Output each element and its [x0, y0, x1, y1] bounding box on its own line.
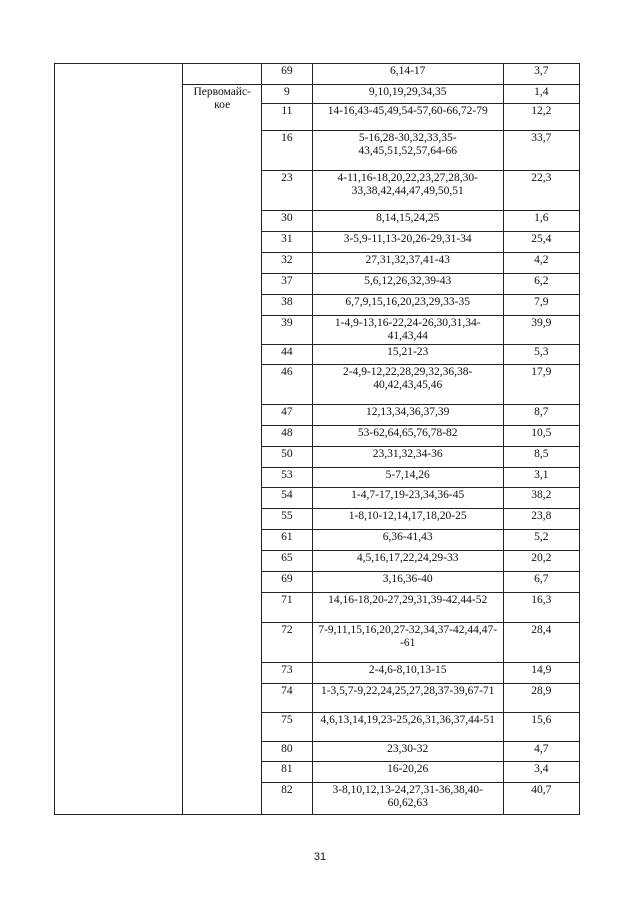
- plots-cell: 1-3,5,7-9,22,24,25,27,28,37-39,67-71: [312, 684, 503, 713]
- plots-cell: 1-8,10-12,14,17,18,20-25: [312, 509, 503, 530]
- area-cell: 5,3: [503, 345, 579, 365]
- kv-cell: 73: [261, 663, 312, 684]
- kv-cell: 53: [261, 468, 312, 488]
- plots-cell: 23,31,32,34-36: [312, 447, 503, 468]
- plots-cell: 4-11,16-18,20,22,23,27,28,30-33,38,42,44,47,49,50,51: [312, 171, 503, 211]
- area-cell: 3,7: [503, 64, 579, 85]
- kv-cell: 82: [261, 783, 312, 815]
- area-cell: 28,9: [503, 684, 579, 713]
- plots-cell: 6,7,9,15,16,20,23,29,33-35: [312, 295, 503, 316]
- forest-plots-table: [54, 63, 580, 815]
- kv-cell: 74: [261, 684, 312, 713]
- area-cell: 16,3: [503, 593, 579, 623]
- region-cell: [55, 64, 183, 815]
- area-cell: 38,2: [503, 488, 579, 509]
- kv-cell: 44: [261, 345, 312, 365]
- plots-cell: 14-16,43-45,49,54-57,60-66,72-79: [312, 104, 503, 131]
- kv-cell: 71: [261, 593, 312, 623]
- area-cell: 8,5: [503, 447, 579, 468]
- plots-cell: 9,10,19,29,34,35: [312, 85, 503, 104]
- plots-cell: 5,6,12,26,32,39-43: [312, 274, 503, 295]
- area-cell: 3,1: [503, 468, 579, 488]
- kv-cell: 9: [261, 85, 312, 104]
- plots-cell: 1-4,9-13,16-22,24-26,30,31,34-41,43,44: [312, 316, 503, 345]
- area-cell: 4,2: [503, 253, 579, 274]
- plots-cell: 23,30-32: [312, 742, 503, 762]
- kv-cell: 81: [261, 762, 312, 783]
- kv-cell: 30: [261, 211, 312, 232]
- plots-cell: 4,5,16,17,22,24,29-33: [312, 551, 503, 572]
- area-cell: 10,5: [503, 426, 579, 447]
- kv-cell: 54: [261, 488, 312, 509]
- table-body: [55, 64, 580, 815]
- plots-cell: 2-4,6-8,10,13-15: [312, 663, 503, 684]
- kv-cell: 39: [261, 316, 312, 345]
- kv-cell: 16: [261, 131, 312, 171]
- plots-cell: 12,13,34,36,37,39: [312, 405, 503, 426]
- kv-cell: 38: [261, 295, 312, 316]
- district-name-cell: Первомайс-кое: [183, 85, 261, 815]
- area-cell: 23,8: [503, 509, 579, 530]
- area-cell: 8,7: [503, 405, 579, 426]
- area-cell: 1,4: [503, 85, 579, 104]
- kv-cell: 65: [261, 551, 312, 572]
- plots-cell: 5-7,14,26: [312, 468, 503, 488]
- area-cell: 1,6: [503, 211, 579, 232]
- plots-cell: 27,31,32,37,41-43: [312, 253, 503, 274]
- plots-cell: 4,6,13,14,19,23-25,26,31,36,37,44-51: [312, 713, 503, 742]
- area-cell: 39,9: [503, 316, 579, 345]
- kv-cell: 69: [261, 572, 312, 593]
- plots-cell: 15,21-23: [312, 345, 503, 365]
- plots-cell: 8,14,15,24,25: [312, 211, 503, 232]
- area-cell: 6,7: [503, 572, 579, 593]
- plots-cell: 6,14-17: [312, 64, 503, 85]
- kv-cell: 80: [261, 742, 312, 762]
- plots-cell: 3,16,36-40: [312, 572, 503, 593]
- area-cell: 33,7: [503, 131, 579, 171]
- area-cell: 17,9: [503, 365, 579, 405]
- kv-cell: 11: [261, 104, 312, 131]
- plots-cell: 5-16,28-30,32,33,35-43,45,51,52,57,64-66: [312, 131, 503, 171]
- kv-cell: 31: [261, 232, 312, 253]
- kv-cell: 50: [261, 447, 312, 468]
- kv-cell: 61: [261, 530, 312, 551]
- area-cell: 15,6: [503, 713, 579, 742]
- area-cell: 12,2: [503, 104, 579, 131]
- area-cell: 14,9: [503, 663, 579, 684]
- area-cell: 6,2: [503, 274, 579, 295]
- kv-cell: 48: [261, 426, 312, 447]
- district-cell-empty: [183, 64, 261, 85]
- table-row: [55, 64, 580, 85]
- area-cell: 40,7: [503, 783, 579, 815]
- area-cell: 4,7: [503, 742, 579, 762]
- kv-cell: 23: [261, 171, 312, 211]
- plots-cell: 6,36-41,43: [312, 530, 503, 551]
- area-cell: 7,9: [503, 295, 579, 316]
- page-number: 31: [313, 851, 327, 863]
- kv-cell: 69: [261, 64, 312, 85]
- area-cell: 3,4: [503, 762, 579, 783]
- area-cell: 28,4: [503, 623, 579, 663]
- kv-cell: 32: [261, 253, 312, 274]
- plots-cell: 16-20,26: [312, 762, 503, 783]
- kv-cell: 37: [261, 274, 312, 295]
- plots-cell: 3-8,10,12,13-24,27,31-36,38,40-60,62,63: [312, 783, 503, 815]
- kv-cell: 72: [261, 623, 312, 663]
- kv-cell: 47: [261, 405, 312, 426]
- area-cell: 5,2: [503, 530, 579, 551]
- area-cell: 20,2: [503, 551, 579, 572]
- area-cell: 25,4: [503, 232, 579, 253]
- plots-cell: 14,16-18,20-27,29,31,39-42,44-52: [312, 593, 503, 623]
- plots-cell: 2-4,9-12,22,28,29,32,36,38-40,42,43,45,46: [312, 365, 503, 405]
- kv-cell: 55: [261, 509, 312, 530]
- kv-cell: 46: [261, 365, 312, 405]
- kv-cell: 75: [261, 713, 312, 742]
- plots-cell: 53-62,64,65,76,78-82: [312, 426, 503, 447]
- plots-cell: 3-5,9-11,13-20,26-29,31-34: [312, 232, 503, 253]
- area-cell: 22,3: [503, 171, 579, 211]
- plots-cell: 1-4,7-17,19-23,34,36-45: [312, 488, 503, 509]
- plots-cell: 7-9,11,15,16,20,27-32,34,37-42,44,47--61: [312, 623, 503, 663]
